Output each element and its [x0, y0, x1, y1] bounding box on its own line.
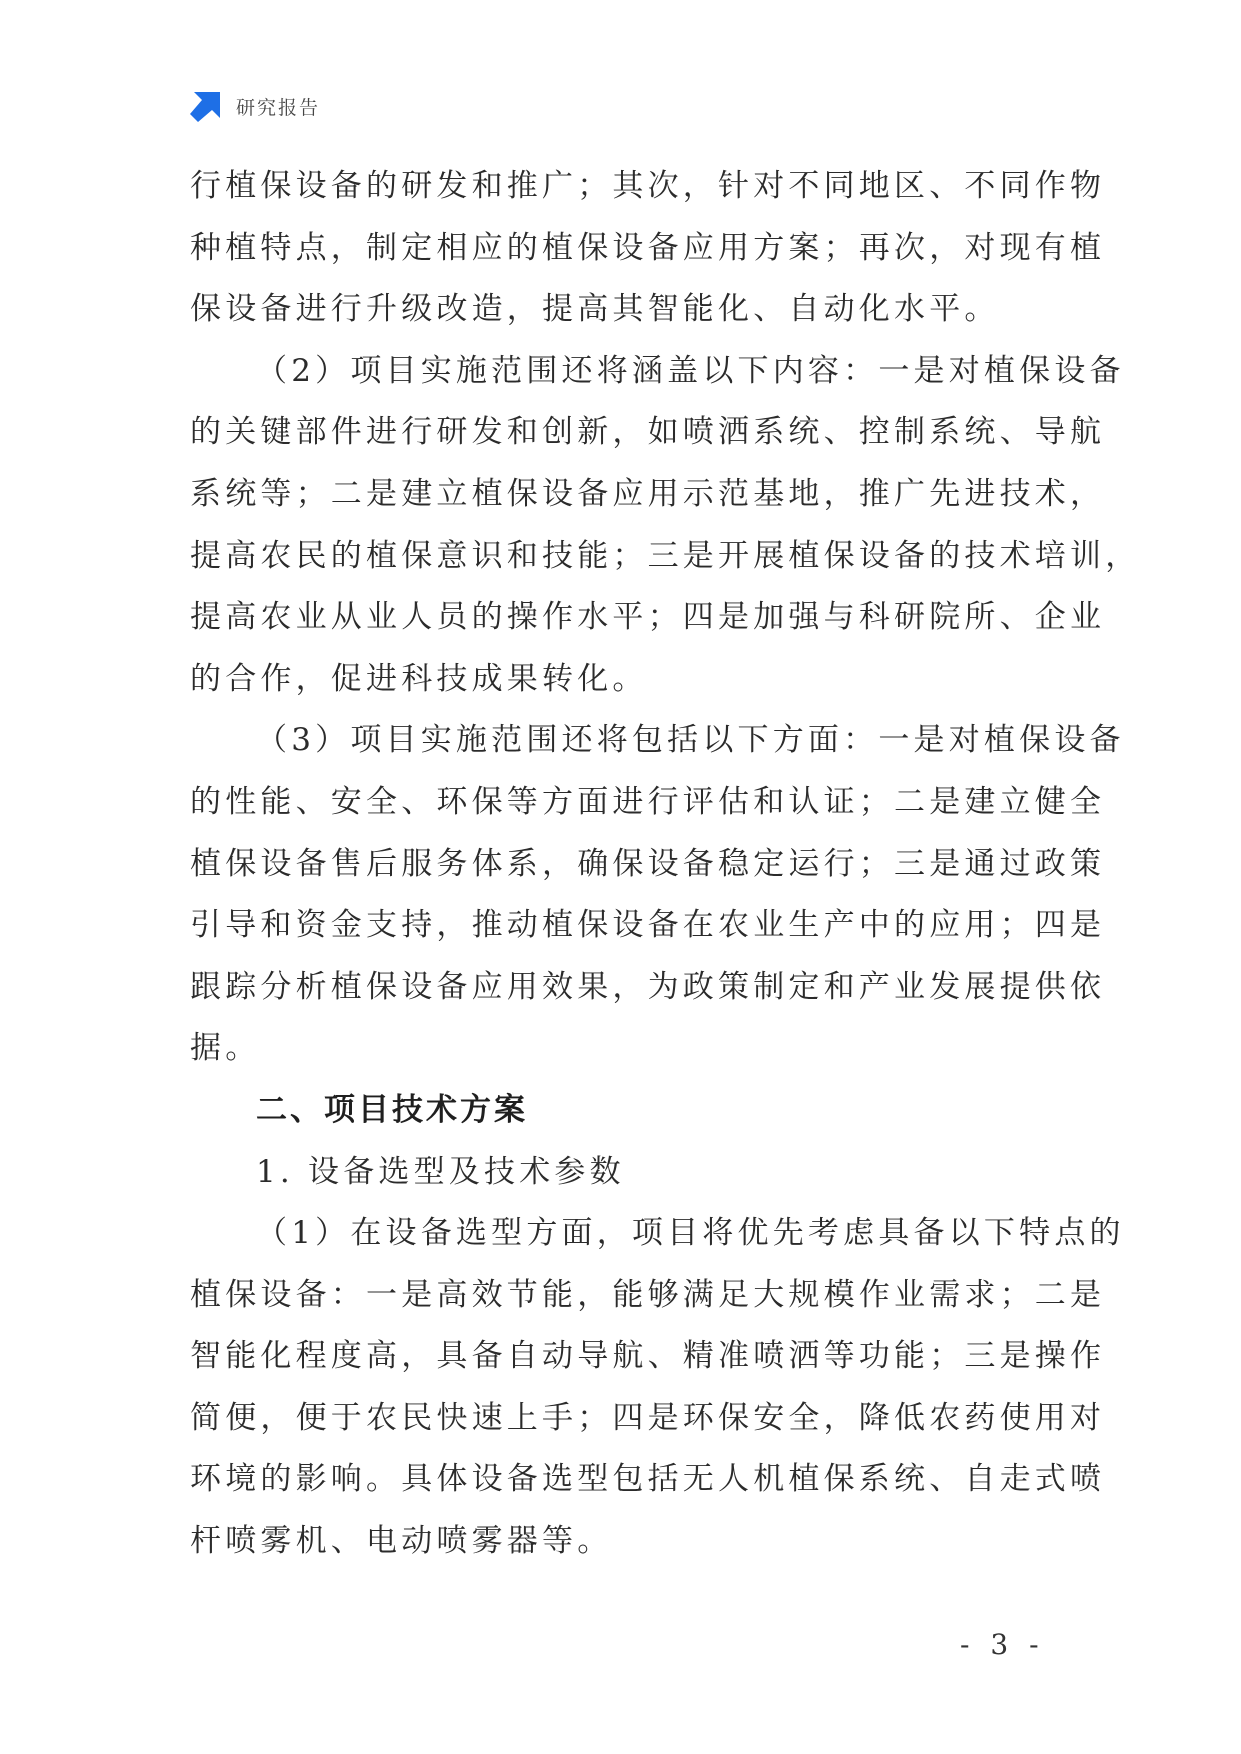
- body-line: 引导和资金支持，推动植保设备在农业生产中的应用；四是: [190, 907, 1106, 944]
- body-line: 简便，便于农民快速上手；四是环保安全，降低农药使用对: [190, 1399, 1106, 1436]
- body-line: 系统等；二是建立植保设备应用示范基地，推广先进技术，: [190, 475, 1106, 512]
- body-line: 的关键部件进行研发和创新，如喷洒系统、控制系统、导航: [190, 414, 1106, 451]
- body-line: 的合作，促进科技成果转化。: [190, 660, 648, 697]
- body-line: 提高农民的植保意识和技能；三是开展植保设备的技术培训，: [190, 537, 1141, 574]
- body-line: 据。: [190, 1030, 261, 1067]
- body-line: 保设备进行升级改造，提高其智能化、自动化水平。: [190, 291, 1000, 328]
- paragraph-start-line: （1）在设备选型方面，项目将优先考虑具备以下特点的: [256, 1215, 1125, 1252]
- document-body: [190, 156, 1141, 1573]
- body-line: 行植保设备的研发和推广；其次，针对不同地区、不同作物: [190, 168, 1106, 204]
- section-heading: 二、项目技术方案: [256, 1091, 528, 1128]
- body-line: 种植特点，制定相应的植保设备应用方案；再次，对现有植: [190, 229, 1106, 266]
- header-title: 研究报告: [236, 96, 321, 119]
- body-line: 植保设备：一是高效节能，能够满足大规模作业需求；二是: [190, 1276, 1106, 1313]
- body-line: 杆喷雾机、电动喷雾器等。: [190, 1523, 613, 1560]
- page-header: [190, 90, 320, 122]
- page-number: - 3 -: [960, 1628, 1045, 1661]
- paragraph-start-line: （2）项目实施范围还将涵盖以下内容：一是对植保设备: [256, 352, 1125, 389]
- body-line: 跟踪分析植保设备应用效果，为政策制定和产业发展提供依: [190, 968, 1106, 1005]
- body-line: 的性能、安全、环保等方面进行评估和认证；二是建立健全: [190, 783, 1106, 820]
- body-line: 环境的影响。具体设备选型包括无人机植保系统、自走式喷: [190, 1461, 1106, 1498]
- paragraph-start-line: （3）项目实施范围还将包括以下方面：一是对植保设备: [256, 722, 1125, 759]
- subsection-heading: 1. 设备选型及技术参数: [256, 1153, 625, 1190]
- body-line: 提高农业从业人员的操作水平；四是加强与科研院所、企业: [190, 599, 1106, 636]
- body-line: 智能化程度高，具备自动导航、精准喷洒等功能；三是操作: [190, 1338, 1106, 1375]
- body-line: 植保设备售后服务体系，确保设备稳定运行；三是通过政策: [190, 845, 1106, 882]
- arrow-up-right-logo-icon: [190, 90, 222, 122]
